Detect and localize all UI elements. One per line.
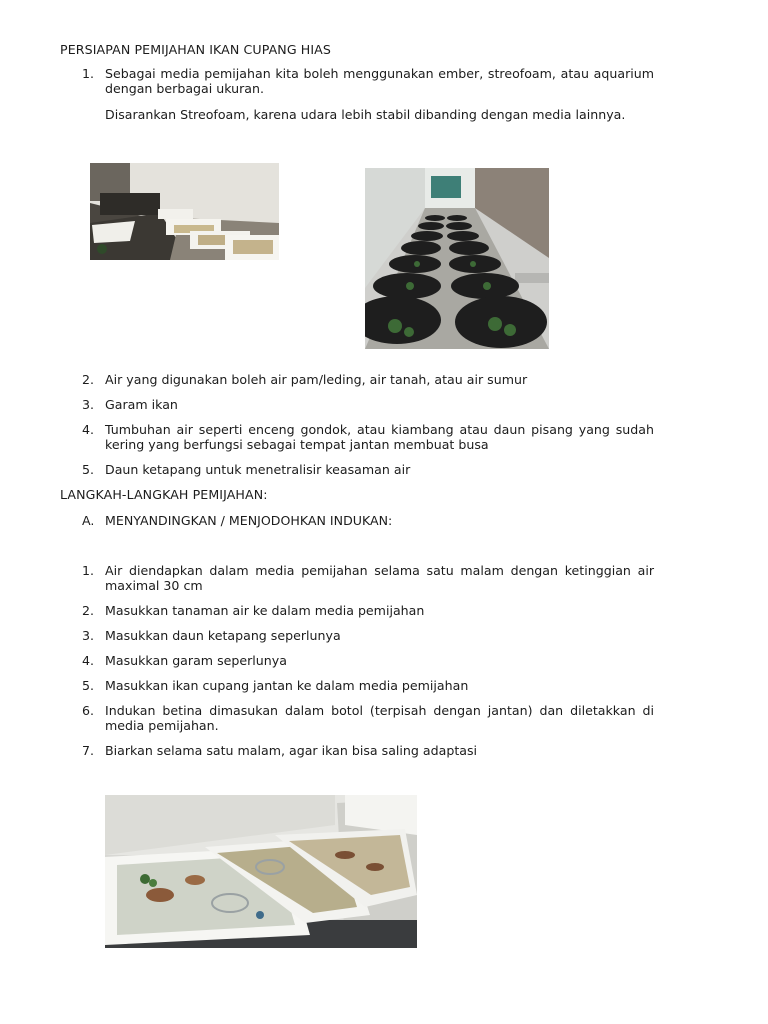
- item-text: Sebagai media pemijahan kita boleh menggunakan ember, streofoam, atau aquarium dengan berbagai ukuran.: [105, 66, 654, 96]
- item-text: Air diendapkan dalam media pemijahan selama satu malam dengan ketinggian air maximal 30 cm: [105, 563, 654, 593]
- item-number: 1.: [82, 563, 95, 578]
- item-number: 5.: [82, 678, 95, 693]
- item-text: Masukkan tanaman air ke dalam media pemijahan: [105, 603, 425, 618]
- item-text: Tumbuhan air seperti enceng gondok, atau kiambang atau daun pisang yang sudah kering yang berfungsi sebagai tempat jantan membuat busa: [105, 422, 654, 452]
- steps-heading: LANGKAH-LANGKAH PEMIJAHAN:: [60, 487, 268, 502]
- item-text: Masukkan daun ketapang seperlunya: [105, 628, 341, 643]
- item-number: 2.: [82, 372, 95, 387]
- item-text: Masukkan ikan cupang jantan ke dalam media pemijahan: [105, 678, 469, 693]
- section-letter: A.: [82, 513, 95, 528]
- item-text: Biarkan selama satu malam, agar ikan bisa saling adaptasi: [105, 743, 478, 758]
- item-text: Indukan betina dimasukan dalam botol (terpisah dengan jantan) dan diletakkan di media pemijahan.: [105, 703, 654, 733]
- document-title: PERSIAPAN PEMIJAHAN IKAN CUPANG HIAS: [60, 42, 331, 57]
- item-number: 7.: [82, 743, 95, 758]
- spawning-boxes-photo: [105, 795, 417, 948]
- item-number: 3.: [82, 397, 95, 412]
- item-text: Air yang digunakan boleh air pam/leding, air tanah, atau air sumur: [105, 372, 528, 387]
- item-number: 3.: [82, 628, 95, 643]
- item-text: Garam ikan: [105, 397, 178, 412]
- item-number: 6.: [82, 703, 95, 718]
- item-number: 1.: [82, 66, 95, 81]
- buckets-photo: [365, 168, 549, 349]
- item-number: 2.: [82, 603, 95, 618]
- item-number: 4.: [82, 422, 95, 437]
- section-title: MENYANDINGKAN / MENJODOHKAN INDUKAN:: [105, 513, 393, 528]
- item-number: 5.: [82, 462, 95, 477]
- item-text: Daun ketapang untuk menetralisir keasaman air: [105, 462, 411, 477]
- styrofoam-photo: [90, 163, 279, 260]
- item-text: Masukkan garam seperlunya: [105, 653, 287, 668]
- intro-note: Disarankan Streofoam, karena udara lebih stabil dibanding dengan media lainnya.: [105, 107, 626, 122]
- item-number: 4.: [82, 653, 95, 668]
